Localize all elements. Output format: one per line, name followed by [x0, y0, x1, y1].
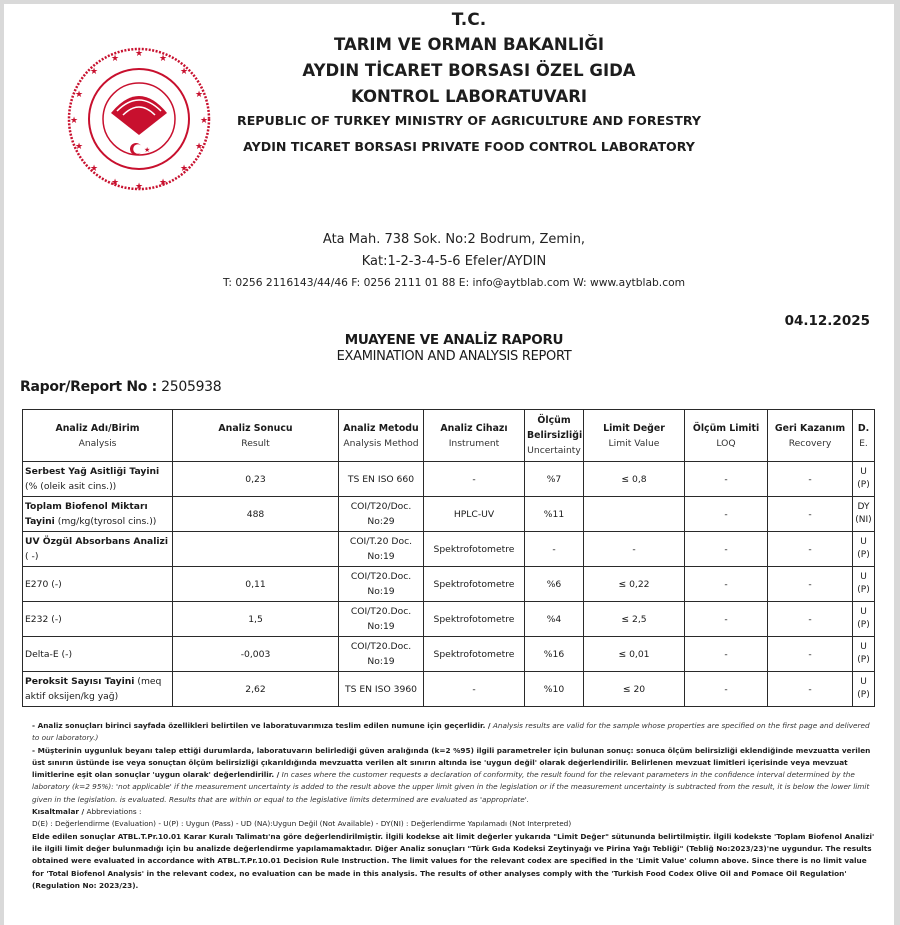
cell-analysis: E232 (-) — [23, 602, 173, 637]
header-lab-en: AYDIN TICARET BORSASI PRIVATE FOOD CONTROL LABORATORY — [243, 139, 695, 154]
svg-text:★: ★ — [69, 116, 79, 126]
cell-recovery: - — [768, 637, 853, 672]
col-header-instrument: Analiz Cihazı Instrument — [424, 410, 525, 462]
ministry-seal-logo-icon — [59, 39, 219, 199]
footnotes — [32, 720, 877, 892]
table-header-row — [23, 410, 875, 462]
cell-recovery: - — [768, 567, 853, 602]
report-number-label: Rapor/Report No : — [20, 379, 157, 395]
cell-loq: - — [685, 567, 768, 602]
report-page — [4, 4, 894, 925]
cell-instrument: HPLC-UV — [424, 497, 525, 532]
cell-analysis: Toplam Biofenol Miktarı Tayini (mg/kg(tyrosol cins.)) — [23, 497, 173, 532]
cell-method: COI/T.20 Doc. No:19 — [339, 532, 424, 567]
cell-analysis: Serbest Yağ Asitliği Tayini (% (oleik asit cins.)) — [23, 462, 173, 497]
note-validity: - Analiz sonuçları birinci sayfada özellikleri belirtilen ve laboratuvarımıza teslim edilen numune için geçerlidir. / Analysis results are valid for the sample whose properties are specified on the first page and delivered to our laboratory.) — [32, 721, 870, 743]
table-row — [23, 462, 875, 497]
cell-limit: ≤ 0,22 — [584, 567, 685, 602]
report-title-en: EXAMINATION AND ANALYSIS REPORT — [336, 349, 572, 364]
col-header-analysis: Analiz Adı/Birim Analysis — [23, 410, 173, 462]
cell-instrument: Spektrofotometre — [424, 637, 525, 672]
cell-recovery: - — [768, 497, 853, 532]
table-row — [23, 497, 875, 532]
table-row — [23, 567, 875, 602]
cell-loq: - — [685, 532, 768, 567]
cell-method: COI/T20.Doc. No:19 — [339, 602, 424, 637]
cell-limit: - — [584, 532, 685, 567]
cell-recovery: - — [768, 532, 853, 567]
cell-loq: - — [685, 637, 768, 672]
cell-analysis: UV Özgül Absorbans Analizi ( -) — [23, 532, 173, 567]
cell-uncertainty: %7 — [525, 462, 584, 497]
contact-line: T: 0256 2116143/44/46 F: 0256 2111 01 88 E: info@aytblab.com W: www.aytblab.com — [222, 276, 686, 289]
cell-uncertainty: %10 — [525, 672, 584, 707]
cell-method: COI/T20.Doc. No:19 — [339, 637, 424, 672]
cell-evaluation: U (P) — [853, 462, 875, 497]
cell-uncertainty: %16 — [525, 637, 584, 672]
col-header-uncertainty: Ölçüm Belirsizliği Uncertainty — [525, 410, 584, 462]
svg-text:★: ★ — [199, 116, 209, 126]
svg-text:★: ★ — [179, 164, 189, 174]
cell-result: 2,62 — [173, 672, 339, 707]
cell-limit: ≤ 0,01 — [584, 637, 685, 672]
cell-result — [173, 532, 339, 567]
col-header-evaluation: D. E. — [853, 410, 875, 462]
svg-text:★: ★ — [110, 178, 120, 188]
cell-limit: ≤ 2,5 — [584, 602, 685, 637]
svg-text:★: ★ — [89, 164, 99, 174]
cell-recovery: - — [768, 672, 853, 707]
cell-result: 1,5 — [173, 602, 339, 637]
header-tc: T.C. — [451, 10, 487, 30]
table-row — [23, 602, 875, 637]
cell-evaluation: DY (NI) — [853, 497, 875, 532]
table-row — [23, 672, 875, 707]
svg-text:★: ★ — [144, 146, 151, 154]
col-header-loq: Ölçüm Limiti LOQ — [685, 410, 768, 462]
cell-method: COI/T20/Doc. No:29 — [339, 497, 424, 532]
report-title-tr: MUAYENE VE ANALİZ RAPORU — [344, 332, 564, 348]
svg-text:★: ★ — [110, 54, 120, 64]
cell-instrument: Spektrofotometre — [424, 602, 525, 637]
svg-text:★: ★ — [134, 182, 144, 192]
cell-limit: ≤ 0,8 — [584, 462, 685, 497]
cell-evaluation: U (P) — [853, 602, 875, 637]
header-lab-tr-line2: KONTROL LABORATUVARI — [350, 87, 588, 106]
address-line2: Kat:1-2-3-4-5-6 Efeler/AYDIN — [361, 254, 547, 269]
results-table — [22, 409, 875, 707]
header-lab-tr-line1: AYDIN TİCARET BORSASI ÖZEL GIDA — [302, 61, 636, 80]
cell-evaluation: U (P) — [853, 532, 875, 567]
cell-loq: - — [685, 672, 768, 707]
cell-limit: ≤ 20 — [584, 672, 685, 707]
col-header-method: Analiz Metodu Analysis Method — [339, 410, 424, 462]
cell-uncertainty: %4 — [525, 602, 584, 637]
col-header-recovery: Geri Kazanım Recovery — [768, 410, 853, 462]
header-ministry-tr: TARIM VE ORMAN BAKANLIĞI — [333, 35, 605, 54]
note-conformity: - Müşterinin uygunluk beyanı talep ettiği durumlarda, laboratuvarın belirlediği güven aralığında (k=2 %95) ilgili parametreler için bulunan sonuç: sonuca ölçüm belirsizliği eklendiğinde mevzuatta verilen üst sınırın üstünde ise veya sonuçtan ölçüm belirsizliği çıkarıldığında mevzuatta verilen alt sınırın altında ise 'uygun değil' olarak değerlendirilir. Belirlenen mevzuat limitleri içerisinde veya mevzuat limitlerine eşit olan sonuçlar 'uygun olarak' değerlendirilir. / In cases where the customer requests a declaration of conformity, the result found for the relevant parameters in the confidence interval determined by the laboratory (k=2 95%): 'not applicable' if the measurement uncertainty is added to the result above the upper limit given in the legislation or if the measurement uncertainty is subtracted from the result, it is below the lower limit given in the legislation. is evaluated. Results that are within or equal to the legislative limits determined are evaluated as 'appropriate'. — [32, 745, 871, 804]
cell-method: TS EN ISO 660 — [339, 462, 424, 497]
cell-uncertainty: %11 — [525, 497, 584, 532]
cell-result: 0,11 — [173, 567, 339, 602]
cell-result: -0,003 — [173, 637, 339, 672]
svg-text:★: ★ — [89, 67, 99, 77]
svg-text:★: ★ — [134, 49, 144, 59]
svg-text:★: ★ — [194, 142, 204, 152]
col-header-result: Analiz Sonucu Result — [173, 410, 339, 462]
table-row — [23, 637, 875, 672]
table-row — [23, 532, 875, 567]
cell-uncertainty: %6 — [525, 567, 584, 602]
cell-recovery: - — [768, 462, 853, 497]
cell-method: TS EN ISO 3960 — [339, 672, 424, 707]
cell-instrument: Spektrofotometre — [424, 567, 525, 602]
svg-text:★: ★ — [74, 142, 84, 152]
cell-uncertainty: - — [525, 532, 584, 567]
col-header-limit: Limit Değer Limit Value — [584, 410, 685, 462]
cell-loq: - — [685, 602, 768, 637]
svg-text:★: ★ — [179, 67, 189, 77]
cell-analysis: Peroksit Sayısı Tayini (meq aktif oksijen/kg yağ) — [23, 672, 173, 707]
cell-analysis: Delta-E (-) — [23, 637, 173, 672]
cell-recovery: - — [768, 602, 853, 637]
svg-text:★: ★ — [158, 54, 168, 64]
svg-text:★: ★ — [74, 90, 84, 100]
cell-result: 488 — [173, 497, 339, 532]
note-decision-rule: Elde edilen sonuçlar ATBL.T.Pr.10.01 Karar Kuralı Talimatı'na göre değerlendirilmiştir. İlgili kodekse ait limit değerler yukarıda "Limit Değer" sütununda belirtilmiştir. İlgili kodekste 'Toplam Biofenol Analizi' ile ilgili limit değer bulunmadığı için bu analizde değerlendirme yapılamamaktadır. Diğer Analiz sonuçları "Türk Gıda Kodeksi Zeytinyağı ve Pirina Yağı Tebliği" (Tebliğ No:2023/23)'ne uygundur. The results obtained were evaluated in accordance with ATBL.T.Pr.10.01 Decision Rule Instruction. The limit values for the relevant codex are specified in the 'Limit Value' column above. Since there is no limit value for 'Total Biofenol Analysis' in the relevant codex, no evaluation can be made in this analysis. The results of other analyses comply with the 'Turkish Food Codex Olive Oil and Pomace Oil Regulation' (Regulation No: 2023/23). — [32, 831, 875, 890]
cell-instrument: - — [424, 462, 525, 497]
cell-instrument: - — [424, 672, 525, 707]
svg-text:★: ★ — [158, 178, 168, 188]
cell-loq: - — [685, 497, 768, 532]
note-abbreviations-label: Kısaltmalar / Abbreviations : — [32, 807, 142, 817]
cell-analysis: E270 (-) — [23, 567, 173, 602]
cell-evaluation: U (P) — [853, 567, 875, 602]
report-number-value: 2505938 — [161, 379, 222, 395]
cell-result: 0,23 — [173, 462, 339, 497]
svg-text:★: ★ — [194, 90, 204, 100]
cell-evaluation: U (P) — [853, 637, 875, 672]
report-date: 04.12.2025 — [784, 313, 870, 329]
address-line1: Ata Mah. 738 Sok. No:2 Bodrum, Zemin, — [322, 232, 586, 247]
cell-method: COI/T20.Doc. No:19 — [339, 567, 424, 602]
cell-instrument: Spektrofotometre — [424, 532, 525, 567]
note-abbreviations: D(E) : Değerlendirme (Evaluation) - U(P) : Uygun (Pass) - UD (NA):Uygun Değil (Not Available) - DY(NI) : Değerlendirme Yapılamadı (Not Interpreted) — [32, 819, 572, 829]
cell-evaluation: U (P) — [853, 672, 875, 707]
report-number — [20, 379, 221, 395]
cell-limit — [584, 497, 685, 532]
cell-loq: - — [685, 462, 768, 497]
header-ministry-en: REPUBLIC OF TURKEY MINISTRY OF AGRICULTURE AND FORESTRY — [237, 113, 701, 128]
